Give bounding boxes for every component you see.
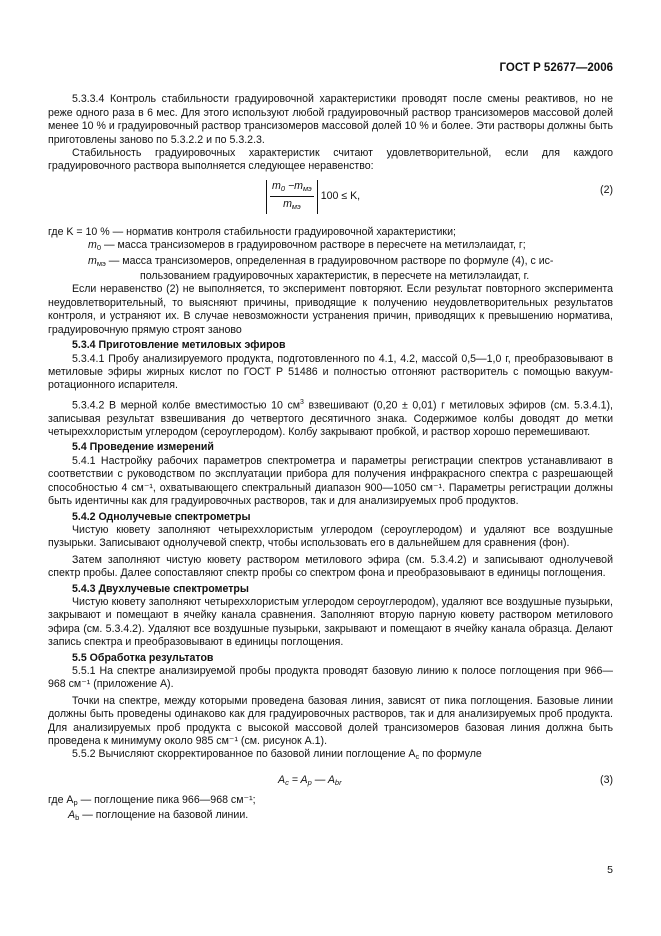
paragraph-5-4-2-b: Затем заполняют чистую кювету раствором метилового эфира (см. 5.3.4.2) и записывают однолучевой спектр пробы. Далее сопоставляют спектр пробы со спектром фона и преобразовывают в единицы поглощения. [48, 553, 613, 580]
paragraph-5-3-4-1: 5.3.4.1 Пробу анализируемого продукта, подготовленного по 4.1, 4.2, массой 0,5—1,0 г, преобразовывают в метиловые эфиры жирных кислот по ГОСТ Р 51486 и полностью отгоняют растворитель с помощью вакуум-ротационного испарителя. [48, 352, 613, 392]
paragraph-repeat: Если неравенство (2) не выполняется, то эксперимент повторяют. Если результат повторного эксперимента неудовлетворительный, то выясняют причины, приводящие к получению неудовлетворительных результатов контроля, и устраняют их. В случае невозможности устранения причин, приводящих к превышению норматива, градуировочную прямую строят заново [48, 283, 613, 336]
heading-5-3-4: 5.3.4 Приготовление метиловых эфиров [72, 339, 286, 352]
definition-mme: $m_{мэ}$ — масса трансизомеров, определенная в градуировочном растворе по формуле (4), с ис- [88, 254, 554, 268]
definition-m0: $m_0$ — масса трансизомеров в градуировочном растворе в пересчете на метилэлаидат, г; [88, 239, 526, 253]
definition-k: где K = 10 % — норматив контроля стабильности градуировочной характеристики; [48, 225, 456, 238]
paragraph-stability: Стабильность градуировочных характеристик считают удовлетворительной, если для каждого градуировочного раствора выполняется следующее неравенство: [48, 147, 613, 173]
definition-ab: $A_b$ — поглощение на базовой линии. [68, 809, 249, 823]
document-page [48, 40, 613, 825]
page-number: 5 [607, 864, 613, 876]
formula-rhs: 100 ≤ K, [320, 190, 361, 203]
paragraph-5-5-1-b: Точки на спектре, между которыми проведена базовая линия, зависят от пика поглощения. Базовые линии должны быть проведены одинаково как для градуировочных растворов, так и для анализируемых проб продукта. Для анализируемых проб продукта с высокой массовой долей трансизомеров базовая линия должна быть проведена к минимуму около 985 см⁻¹ (см. рисунок А.1). [48, 694, 613, 747]
heading-5-4-2: 5.4.2 Однолучевые спектрометры [72, 510, 251, 523]
formula-3-expression: $A_c = A_p$ — $A_{br}$ [278, 773, 342, 787]
formula-3 [48, 770, 613, 792]
equation-number-2: (2) [600, 183, 613, 196]
heading-5-5: 5.5 Обработка результатов [72, 651, 214, 664]
heading-5-4: 5.4 Проведение измерений [72, 441, 214, 454]
heading-5-4-3: 5.4.3 Двухлучевые спектрометры [72, 582, 249, 595]
abs-fraction [266, 180, 318, 214]
fraction-denominator: $m_{мэ}$ [283, 198, 301, 212]
paragraph-5-4-1: 5.4.1 Настройку рабочих параметров спектрометра и параметры регистрации спектров устанавливают в соответствии с руководством по эксплуатации прибора для получения инфракрасного спектра с разрешающей способностью 4 см⁻¹, охватывающего спектральный диапазон 900—1050 см⁻¹. Параметры регистрации должны быть идентичны как для градуировочных растворов, так и для анализируемых проб продуктов. [48, 454, 613, 508]
paragraph-5-4-3: Чистую кювету заполняют четыреххлористым углеродом сероуглеродом), удаляют все воздушные пузырьки, закрывают и помещают в ячейку канала сравнения. Заполняют вторую парную кювету раствором метилового эфира (см. 5.3.4.2). Удаляют все воздушные пузырьки, закрывают и помещают в ячейку канала образца. Делают запись спектра и преобразовывают в единицы поглощения. [48, 595, 613, 649]
paragraph-5-5-2: 5.5.2 Вычисляют скорректированное по базовой линии поглощение $A_c$ по формуле [72, 748, 482, 762]
fraction-numerator: $m_0 -m_{мэ}$ [270, 180, 314, 197]
definition-mme-cont: пользованием градуировочных характеристик, в пересчете на метилэлаидат, г. [140, 270, 530, 283]
paragraph-5-3-3-4: 5.3.3.4 Контроль стабильности градуировочной характеристики проводят после смены реактивов, но не реже одного раза в 6 мес. Для этого используют любой градуировочный раствор трансизомеров массовой долей менее 10 % и градуировочный раствор трансизомеров массовой долей 10 % и более. Эти растворы должны быть приготовлены заново по 5.3.2.2 и по 5.3.2.3. [48, 93, 613, 146]
paragraph-5-5-1-a: 5.5.1 На спектре анализируемой пробы продукта проводят базовую линию к полосе поглощения при 966—968 см⁻¹ (приложение А). [48, 664, 613, 691]
equation-number-3: (3) [600, 773, 613, 786]
definition-ap: где $A_p$ — поглощение пика 966—968 см⁻¹; [48, 793, 256, 807]
paragraph-5-3-4-2: 5.3.4.2 В мерной колбе вместимостью 10 $см^3$ взвешивают (0,20 ± 0,01) г метиловых эфиров (см. 5.3.4.1), записывая результат взвешивания до четвертого десятичного знака. Содержимое колбы доводят до метки четыреххлористым углеродом (сероуглеродом). Колбу закрывают пробкой, и раствор хорошо перемешивают. [48, 398, 613, 439]
formula-2 [48, 180, 613, 218]
paragraph-5-4-2-a: Чистую кювету заполняют четыреххлористым углеродом (сероуглеродом) и удаляют все воздушные пузырьки. Записывают однолучевой спектр, чтобы использовать его в дальнейшем для сравнения (фон). [48, 523, 613, 550]
document-header: ГОСТ Р 52677—2006 [499, 62, 613, 74]
